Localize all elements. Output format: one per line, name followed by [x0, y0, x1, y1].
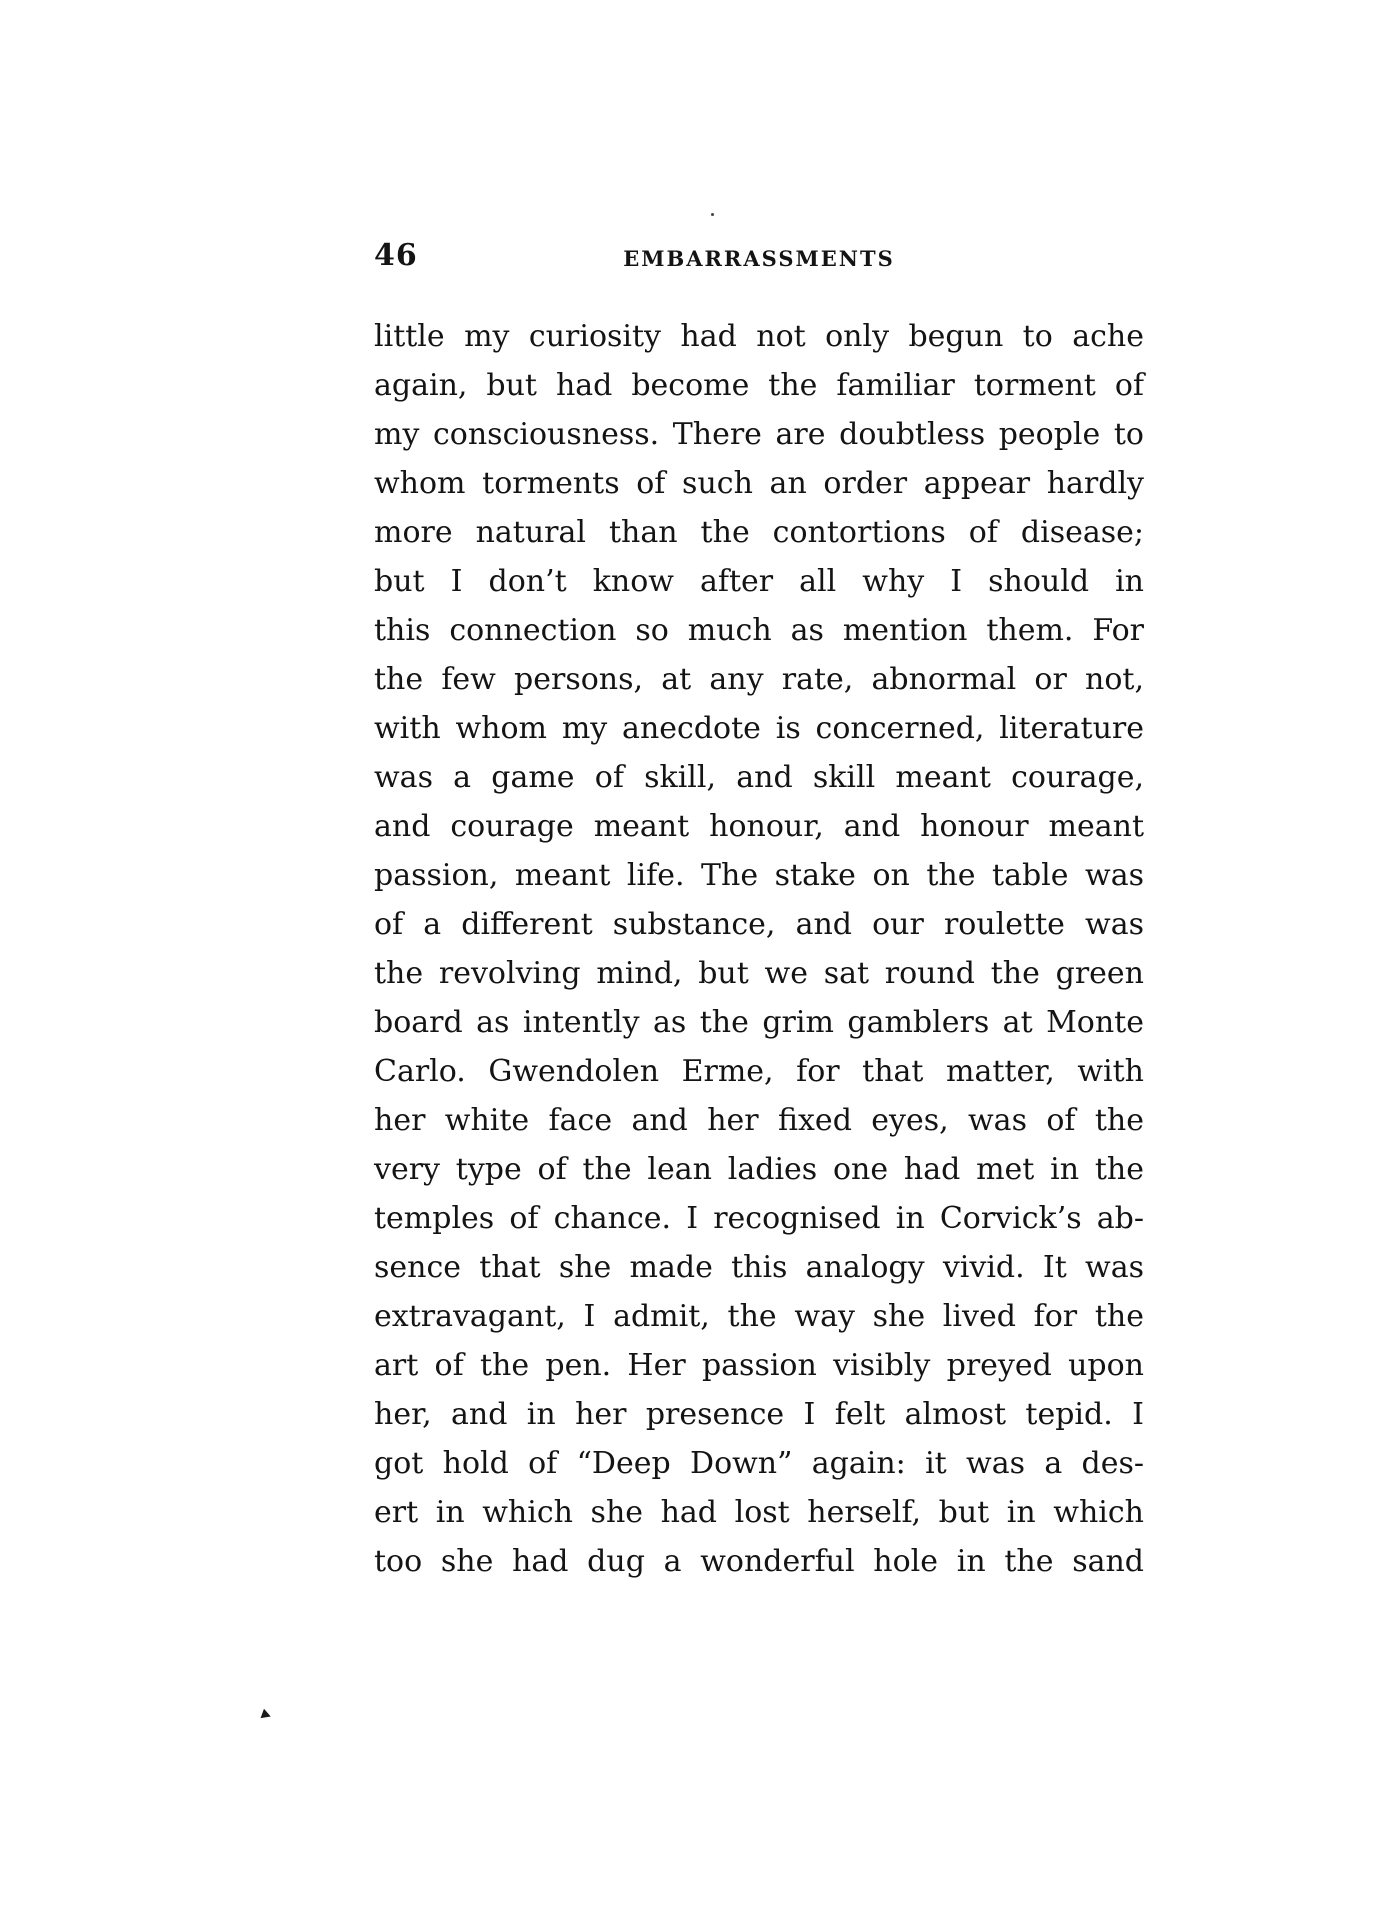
text-line: and courage meant honour, and honour meant: [374, 809, 1144, 844]
text-line: board as intently as the grim gamblers at Monte: [374, 1005, 1144, 1040]
text-line: sence that she made this analogy vivid. It was: [374, 1250, 1144, 1285]
text-line: but I don’t know after all why I should in: [374, 564, 1144, 599]
text-line: of a different substance, and our roulette was: [374, 907, 1144, 942]
text-line: her white face and her fixed eyes, was of the: [374, 1103, 1144, 1138]
body-text: [374, 312, 1144, 1586]
running-title: EMBARRASSMENTS: [623, 246, 895, 271]
page-header: [374, 238, 1144, 288]
print-speck: [711, 213, 714, 216]
text-line: extravagant, I admit, the way she lived for the: [374, 1299, 1144, 1334]
text-line: got hold of “Deep Down” again: it was a des-: [374, 1446, 1144, 1481]
text-line: was a game of skill, and skill meant courage,: [374, 760, 1144, 795]
text-line: Carlo. Gwendolen Erme, for that matter, with: [374, 1054, 1144, 1089]
text-line: art of the pen. Her passion visibly preyed upon: [374, 1348, 1144, 1383]
text-line: ert in which she had lost herself, but in which: [374, 1495, 1144, 1530]
text-line: too she had dug a wonderful hole in the sand: [374, 1544, 1144, 1579]
text-line: my consciousness. There are doubtless people to: [374, 417, 1144, 452]
text-line: her, and in her presence I felt almost tepid. I: [374, 1397, 1144, 1432]
text-line: the revolving mind, but we sat round the green: [374, 956, 1144, 991]
print-mark: [261, 1709, 273, 1721]
text-line: little my curiosity had not only begun to ache: [374, 319, 1144, 354]
page-number: 46: [374, 238, 418, 273]
text-line: more natural than the contortions of disease;: [374, 515, 1144, 550]
text-line: this connection so much as mention them. For: [374, 613, 1144, 648]
text-line: passion, meant life. The stake on the table was: [374, 858, 1144, 893]
text-line: temples of chance. I recognised in Corvick’s ab-: [374, 1201, 1144, 1236]
text-line: again, but had become the familiar torment of: [374, 368, 1144, 403]
text-line: the few persons, at any rate, abnormal or not,: [374, 662, 1144, 697]
text-line: whom torments of such an order appear hardly: [374, 466, 1144, 501]
text-line: with whom my anecdote is concerned, literature: [374, 711, 1144, 746]
text-line: very type of the lean ladies one had met in the: [374, 1152, 1144, 1187]
